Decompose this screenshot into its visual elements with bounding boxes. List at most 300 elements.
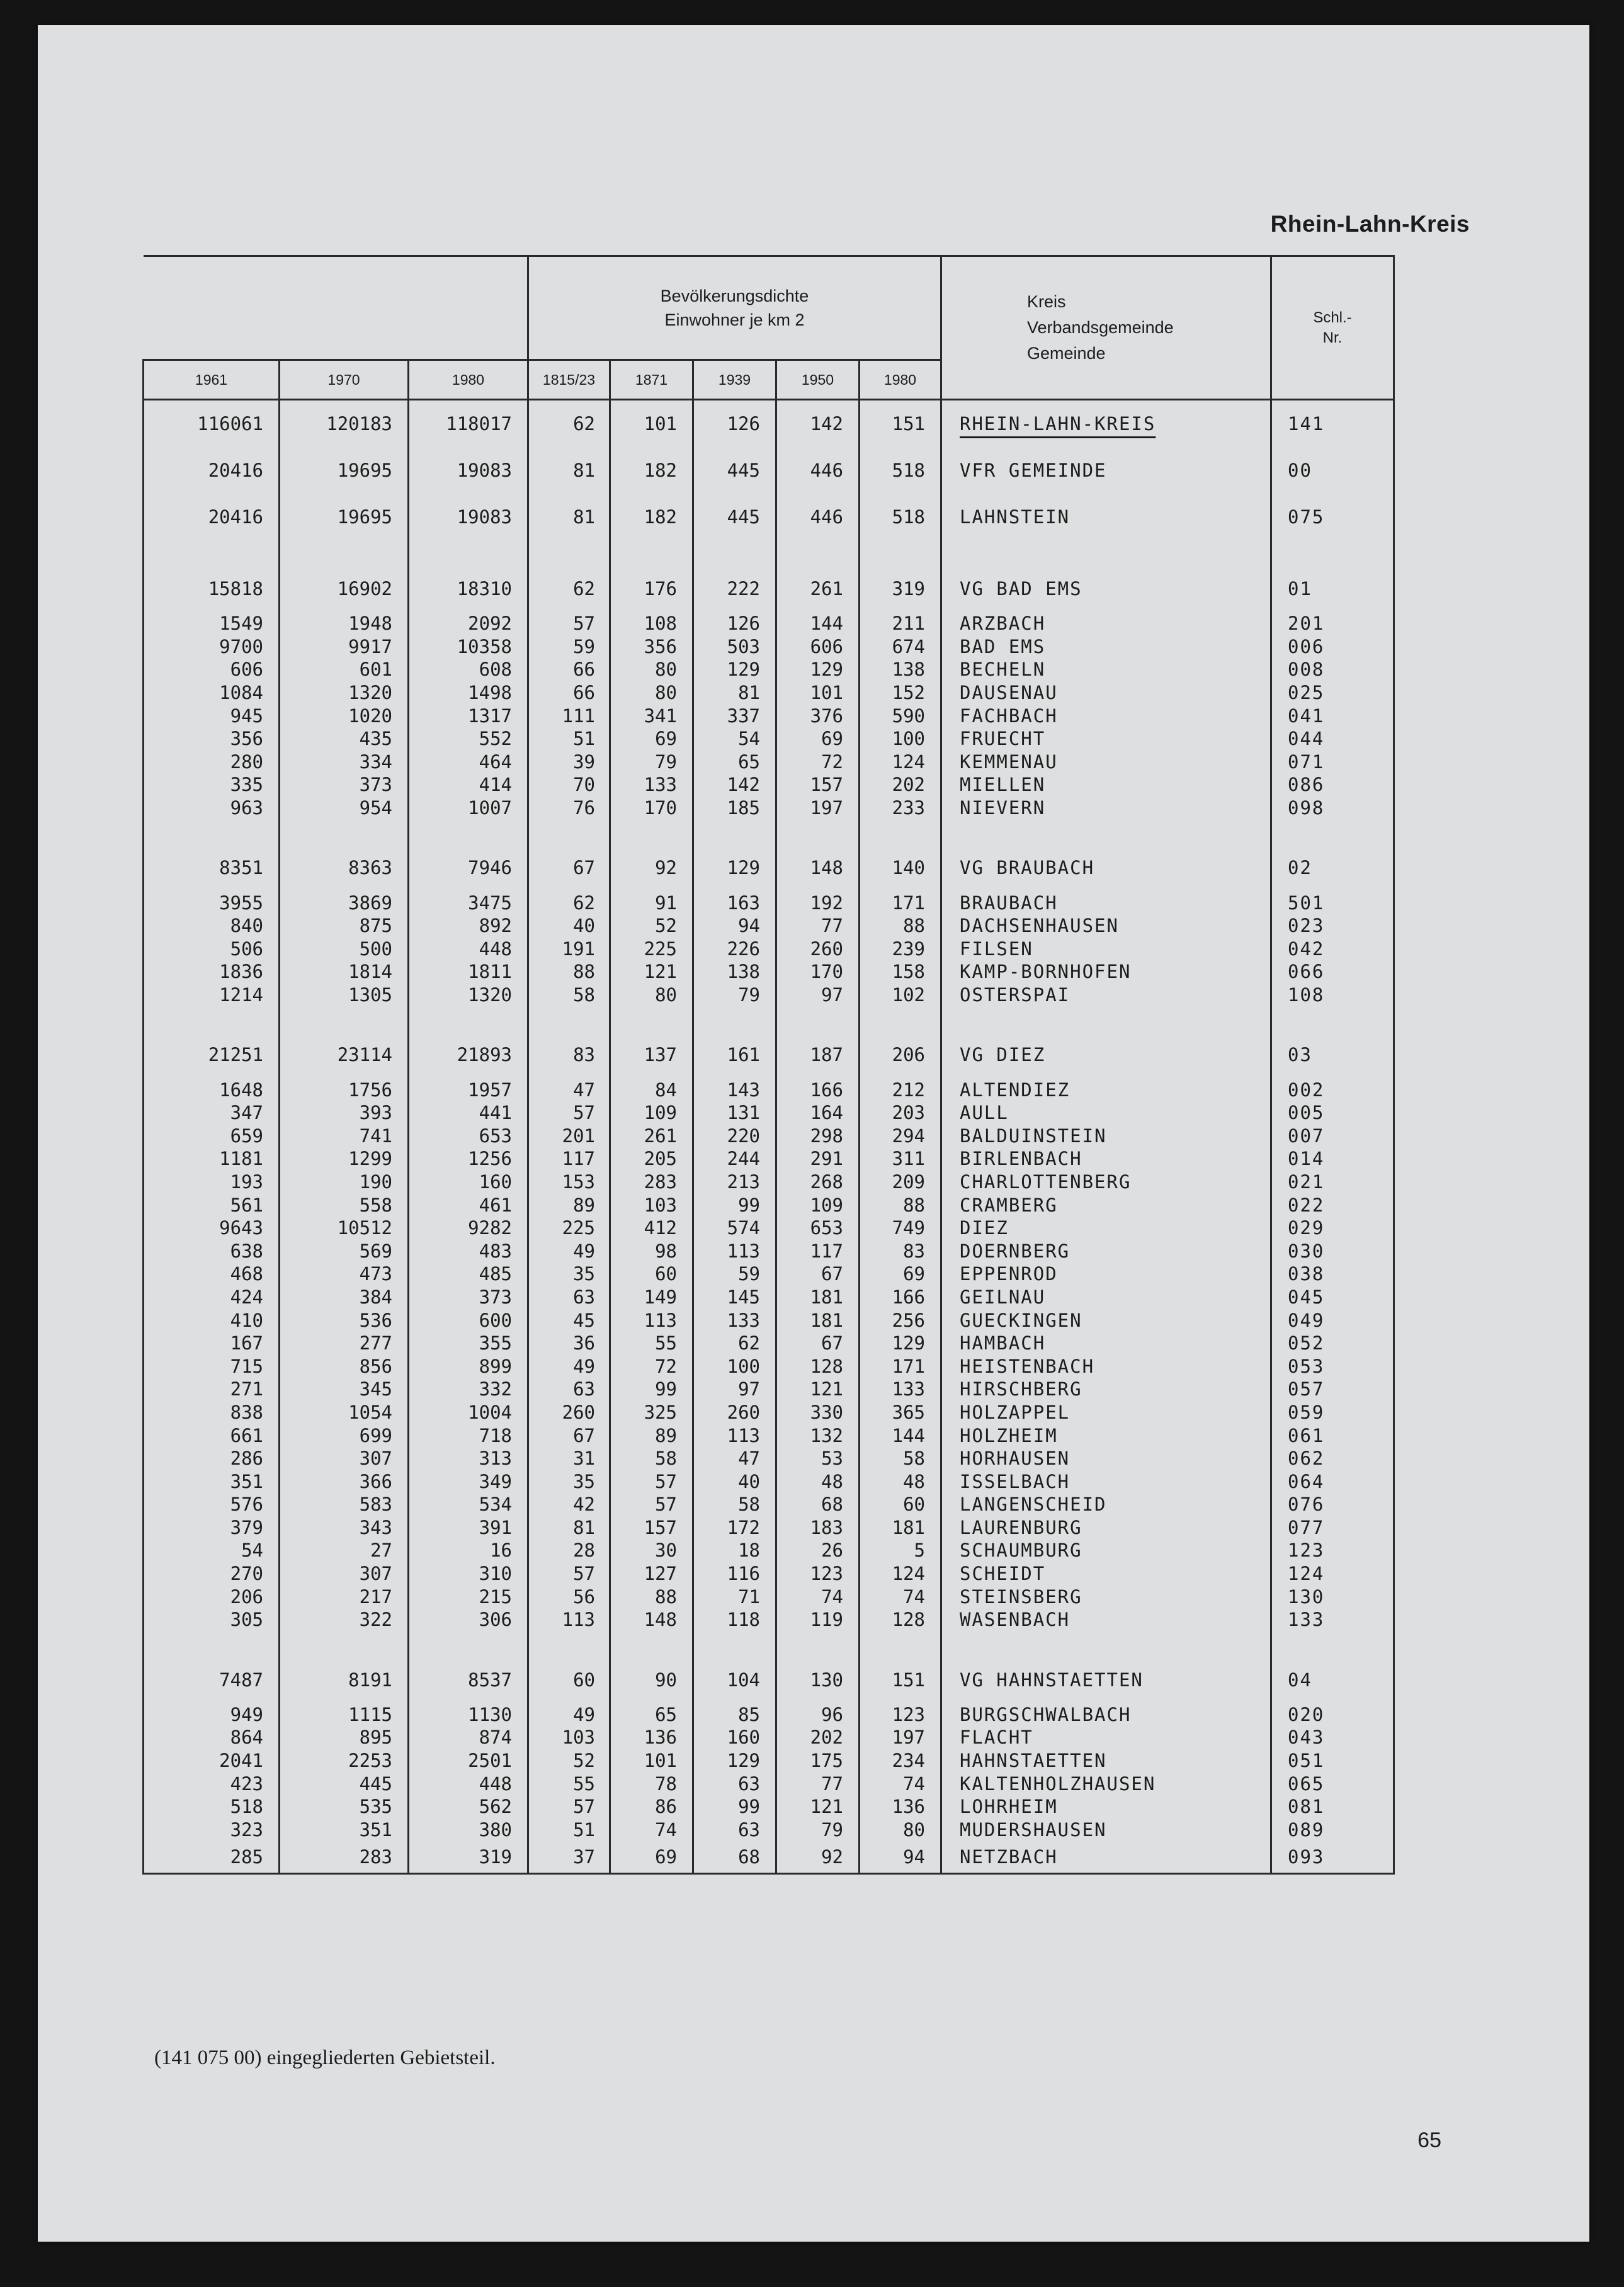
density-cell: 260	[776, 938, 860, 961]
density-cell: 72	[610, 1354, 693, 1378]
density-cell: 55	[528, 1772, 610, 1795]
schl-nr-cell: 051	[1271, 1749, 1394, 1773]
density-cell: 136	[610, 1726, 693, 1749]
population-cell: 277	[280, 1332, 409, 1355]
gemeinde-name: DOERNBERG	[960, 1240, 1070, 1262]
population-cell: 206	[144, 1585, 280, 1608]
gemeinde-name: GUECKINGEN	[960, 1309, 1082, 1331]
table-row	[144, 1424, 1394, 1447]
population-cell: 322	[280, 1608, 409, 1632]
spacer-cell	[693, 540, 776, 565]
density-cell: 503	[693, 635, 776, 659]
density-cell: 145	[693, 1286, 776, 1309]
density-cell: 137	[610, 1031, 693, 1078]
population-cell: 718	[409, 1424, 528, 1447]
density-cell: 100	[693, 1354, 776, 1378]
schl-nr-cell: 005	[1271, 1101, 1394, 1125]
density-cell: 118	[693, 1608, 776, 1632]
population-cell: 1648	[144, 1078, 280, 1101]
gemeinde-name: LOHRHEIM	[960, 1796, 1058, 1818]
schl-nr-cell: 020	[1271, 1703, 1394, 1727]
density-cell: 148	[776, 844, 860, 891]
density-cell: 109	[610, 1101, 693, 1125]
density-cell: 518	[860, 494, 941, 540]
density-cell: 69	[610, 1841, 693, 1874]
density-cell: 233	[860, 797, 941, 820]
table-row	[144, 1841, 1394, 1874]
population-cell: 7946	[409, 844, 528, 891]
gemeinde-name-cell	[941, 704, 1271, 727]
density-cell: 111	[528, 704, 610, 727]
density-cell: 39	[528, 751, 610, 774]
density-cell: 133	[693, 1308, 776, 1332]
density-cell: 590	[860, 704, 941, 727]
schl-nr-cell: 01	[1271, 565, 1394, 612]
population-cell: 310	[409, 1562, 528, 1586]
population-cell: 19695	[280, 494, 409, 540]
density-cell: 101	[610, 400, 693, 448]
population-cell: 351	[280, 1819, 409, 1842]
density-cell: 176	[610, 565, 693, 612]
population-cell: 1115	[280, 1703, 409, 1727]
density-cell: 574	[693, 1217, 776, 1240]
gemeinde-name: FACHBACH	[960, 705, 1058, 727]
population-cell: 448	[409, 938, 528, 961]
gemeinde-name-cell	[941, 797, 1271, 820]
population-cell: 536	[280, 1308, 409, 1332]
population-cell: 19083	[409, 494, 528, 540]
population-cell: 3869	[280, 891, 409, 914]
density-cell: 123	[860, 1703, 941, 1727]
density-cell: 51	[528, 1819, 610, 1842]
gemeinde-name: BAD EMS	[960, 635, 1046, 657]
aggregate-row	[144, 844, 1394, 891]
density-cell: 256	[860, 1308, 941, 1332]
density-cell: 653	[776, 1217, 860, 1240]
schl-nr-cell: 098	[1271, 797, 1394, 820]
schl-nr-cell: 04	[1271, 1657, 1394, 1703]
gemeinde-name-cell	[941, 1101, 1271, 1125]
gemeinde-name-cell	[941, 891, 1271, 914]
table-row	[144, 1286, 1394, 1309]
gemeinde-name: HOLZAPPEL	[960, 1401, 1070, 1423]
gemeinde-name: RHEIN-LAHN-KREIS	[960, 413, 1156, 434]
gemeinde-name-cell	[941, 1171, 1271, 1194]
density-cell: 268	[776, 1171, 860, 1194]
gemeinde-name-cell	[941, 1308, 1271, 1332]
population-cell: 54	[144, 1539, 280, 1562]
spacer-cell	[610, 819, 693, 844]
density-cell: 144	[860, 1424, 941, 1447]
schl-nr-cell: 501	[1271, 891, 1394, 914]
spacer-cell	[693, 819, 776, 844]
table-row	[144, 1726, 1394, 1749]
schl-nr-cell: 02	[1271, 844, 1394, 891]
gemeinde-name-cell	[941, 727, 1271, 751]
population-cell: 285	[144, 1841, 280, 1874]
gemeinde-name-cell	[941, 1585, 1271, 1608]
schl-nr-cell: 201	[1271, 612, 1394, 635]
spacer-cell	[693, 1006, 776, 1031]
schl-header-line-2: Nr.	[1322, 329, 1343, 346]
density-cell: 674	[860, 635, 941, 659]
gemeinde-name-cell	[941, 1516, 1271, 1540]
density-cell: 234	[860, 1749, 941, 1773]
density-cell: 92	[776, 1841, 860, 1874]
gemeinde-name-cell	[941, 1726, 1271, 1749]
schl-nr-header	[1271, 256, 1394, 400]
table-row	[144, 1819, 1394, 1842]
aggregate-row	[144, 1031, 1394, 1078]
density-cell: 142	[776, 400, 860, 448]
spacer-cell	[941, 1632, 1271, 1657]
gemeinde-name: LAHNSTEIN	[960, 506, 1070, 528]
density-cell: 124	[860, 1562, 941, 1586]
density-cell: 129	[776, 658, 860, 681]
gemeinde-name: HAMBACH	[960, 1332, 1046, 1354]
density-cell: 58	[610, 1447, 693, 1470]
population-cell: 899	[409, 1354, 528, 1378]
schl-nr-cell: 076	[1271, 1493, 1394, 1516]
gemeinde-name-cell	[941, 400, 1271, 448]
density-cell: 84	[610, 1078, 693, 1101]
schl-nr-cell: 071	[1271, 751, 1394, 774]
density-cell: 132	[776, 1424, 860, 1447]
density-cell: 220	[693, 1125, 776, 1148]
gemeinde-name: NIEVERN	[960, 797, 1046, 819]
density-cell: 72	[776, 751, 860, 774]
population-cell: 306	[409, 1608, 528, 1632]
gemeinde-name: VG HAHNSTAETTEN	[960, 1669, 1144, 1691]
density-cell: 213	[693, 1171, 776, 1194]
schl-nr-cell: 006	[1271, 635, 1394, 659]
gemeinde-name-cell	[941, 984, 1271, 1007]
density-cell: 140	[860, 844, 941, 891]
population-cell: 1957	[409, 1078, 528, 1101]
gemeinde-name: VG DIEZ	[960, 1044, 1046, 1066]
density-cell: 69	[610, 727, 693, 751]
population-cell: 1214	[144, 984, 280, 1007]
density-cell: 81	[528, 494, 610, 540]
population-cell: 562	[409, 1795, 528, 1819]
gemeinde-name: BIRLENBACH	[960, 1148, 1082, 1170]
population-cell: 608	[409, 658, 528, 681]
table-row	[144, 751, 1394, 774]
year-header-cell: 1980	[860, 360, 941, 400]
table-row	[144, 1703, 1394, 1727]
population-cell: 3955	[144, 891, 280, 914]
population-cell: 271	[144, 1378, 280, 1401]
population-cell: 356	[144, 727, 280, 751]
density-cell: 225	[610, 938, 693, 961]
density-cell: 85	[693, 1703, 776, 1727]
density-cell: 80	[610, 658, 693, 681]
density-cell: 103	[610, 1193, 693, 1217]
density-cell: 222	[693, 565, 776, 612]
spacer-row	[144, 540, 1394, 565]
gemeinde-name-cell	[941, 612, 1271, 635]
density-cell: 283	[610, 1171, 693, 1194]
density-cell: 187	[776, 1031, 860, 1078]
density-cell: 103	[528, 1726, 610, 1749]
gemeinde-name: CHARLOTTENBERG	[960, 1171, 1132, 1193]
density-cell: 67	[776, 1263, 860, 1286]
density-cell: 261	[610, 1125, 693, 1148]
gemeinde-name: OSTERSPAI	[960, 984, 1070, 1006]
density-cell: 337	[693, 704, 776, 727]
population-cell: 379	[144, 1516, 280, 1540]
schl-nr-cell: 066	[1271, 960, 1394, 984]
table-row	[144, 1608, 1394, 1632]
population-cell: 1299	[280, 1147, 409, 1171]
gemeinde-name-cell	[941, 1239, 1271, 1263]
schl-nr-cell: 123	[1271, 1539, 1394, 1562]
density-cell: 57	[528, 612, 610, 635]
density-cell: 149	[610, 1286, 693, 1309]
gemeinde-name-cell	[941, 1378, 1271, 1401]
density-cell: 291	[776, 1147, 860, 1171]
density-cell: 151	[860, 400, 941, 448]
gemeinde-name-cell	[941, 565, 1271, 612]
population-cell: 334	[280, 751, 409, 774]
table-row	[144, 891, 1394, 914]
density-cell: 47	[528, 1078, 610, 1101]
population-cell: 838	[144, 1401, 280, 1424]
population-cell: 840	[144, 914, 280, 938]
gemeinde-name: VG BRAUBACH	[960, 857, 1095, 879]
density-cell: 88	[610, 1585, 693, 1608]
spacer-cell	[280, 1632, 409, 1657]
density-cell: 181	[776, 1308, 860, 1332]
spacer-cell	[610, 1632, 693, 1657]
population-cell: 569	[280, 1239, 409, 1263]
table-row	[144, 1332, 1394, 1355]
gemeinde-name: STEINSBERG	[960, 1586, 1082, 1608]
density-cell: 212	[860, 1078, 941, 1101]
gemeinde-name: KEMMENAU	[960, 751, 1058, 773]
schl-nr-cell: 052	[1271, 1332, 1394, 1355]
population-cell: 21251	[144, 1031, 280, 1078]
density-cell: 62	[693, 1332, 776, 1355]
gemeinde-name-cell	[941, 938, 1271, 961]
population-cell: 715	[144, 1354, 280, 1378]
density-cell: 80	[610, 984, 693, 1007]
population-cell: 461	[409, 1193, 528, 1217]
schl-nr-cell: 077	[1271, 1516, 1394, 1540]
density-cell: 35	[528, 1470, 610, 1493]
density-cell: 175	[776, 1749, 860, 1773]
table-row	[144, 1447, 1394, 1470]
population-cell: 1320	[280, 681, 409, 705]
density-cell: 113	[528, 1608, 610, 1632]
gemeinde-name-cell	[941, 1657, 1271, 1703]
population-cell: 963	[144, 797, 280, 820]
population-cell: 1317	[409, 704, 528, 727]
schl-nr-cell: 014	[1271, 1147, 1394, 1171]
density-cell: 49	[528, 1239, 610, 1263]
population-cell: 9700	[144, 635, 280, 659]
density-cell: 63	[693, 1772, 776, 1795]
density-cell: 121	[776, 1795, 860, 1819]
population-cell: 305	[144, 1608, 280, 1632]
density-cell: 47	[693, 1447, 776, 1470]
density-cell: 182	[610, 447, 693, 494]
density-header-line-2: Einwohner je km 2	[664, 310, 805, 329]
table-row	[144, 1263, 1394, 1286]
density-cell: 78	[610, 1772, 693, 1795]
population-cell: 435	[280, 727, 409, 751]
schl-nr-cell: 044	[1271, 727, 1394, 751]
gemeinde-name: BURGSCHWALBACH	[960, 1703, 1132, 1725]
gemeinde-name-cell	[941, 1193, 1271, 1217]
density-cell: 48	[860, 1470, 941, 1493]
population-cell: 448	[409, 1772, 528, 1795]
table-row	[144, 658, 1394, 681]
density-cell: 170	[776, 960, 860, 984]
population-cell: 1814	[280, 960, 409, 984]
population-cell: 864	[144, 1726, 280, 1749]
density-cell: 58	[528, 984, 610, 1007]
population-cell: 167	[144, 1332, 280, 1355]
density-cell: 37	[528, 1841, 610, 1874]
density-cell: 60	[528, 1657, 610, 1703]
density-cell: 81	[693, 681, 776, 705]
density-cell: 89	[528, 1193, 610, 1217]
population-cell: 561	[144, 1193, 280, 1217]
density-cell: 181	[776, 1286, 860, 1309]
density-cell: 56	[528, 1585, 610, 1608]
gemeinde-name: NETZBACH	[960, 1846, 1058, 1868]
aggregate-row	[144, 400, 1394, 448]
table-row	[144, 773, 1394, 797]
density-cell: 330	[776, 1401, 860, 1424]
schl-nr-cell: 133	[1271, 1608, 1394, 1632]
schl-nr-cell: 093	[1271, 1841, 1394, 1874]
density-cell: 81	[528, 447, 610, 494]
population-cell: 949	[144, 1703, 280, 1727]
density-cell: 376	[776, 704, 860, 727]
spacer-cell	[1271, 1006, 1394, 1031]
population-cell: 15818	[144, 565, 280, 612]
schl-nr-cell: 042	[1271, 938, 1394, 961]
density-cell: 446	[776, 447, 860, 494]
schl-nr-cell: 059	[1271, 1401, 1394, 1424]
density-cell: 54	[693, 727, 776, 751]
density-cell: 79	[610, 751, 693, 774]
density-cell: 109	[776, 1193, 860, 1217]
spacer-cell	[610, 1006, 693, 1031]
spacer-cell	[144, 819, 280, 844]
table-row	[144, 1585, 1394, 1608]
density-cell: 197	[776, 797, 860, 820]
spacer-cell	[941, 540, 1271, 565]
population-table	[142, 255, 1395, 1875]
table-row	[144, 1193, 1394, 1217]
density-cell: 69	[776, 727, 860, 751]
gemeinde-name-cell	[941, 751, 1271, 774]
gemeinde-name-cell	[941, 1424, 1271, 1447]
density-cell: 66	[528, 681, 610, 705]
gemeinde-name-cell	[941, 1401, 1271, 1424]
density-cell: 445	[693, 447, 776, 494]
population-cell: 659	[144, 1125, 280, 1148]
schl-nr-cell: 002	[1271, 1078, 1394, 1101]
gemeinde-name: ALTENDIEZ	[960, 1079, 1070, 1101]
population-cell: 576	[144, 1493, 280, 1516]
density-cell: 59	[528, 635, 610, 659]
population-cell: 313	[409, 1447, 528, 1470]
density-cell: 60	[610, 1263, 693, 1286]
density-cell: 163	[693, 891, 776, 914]
gemeinde-name-cell	[941, 1078, 1271, 1101]
population-cell: 1305	[280, 984, 409, 1007]
population-cell: 349	[409, 1470, 528, 1493]
population-cell: 699	[280, 1424, 409, 1447]
schl-nr-cell: 064	[1271, 1470, 1394, 1493]
density-cell: 60	[860, 1493, 941, 1516]
density-cell: 83	[528, 1031, 610, 1078]
kreis-header-line-2: Verbandsgemeinde	[1027, 318, 1174, 337]
population-cell: 193	[144, 1171, 280, 1194]
population-cell: 473	[280, 1263, 409, 1286]
gemeinde-name: BALDUINSTEIN	[960, 1125, 1107, 1147]
table-row	[144, 1101, 1394, 1125]
gemeinde-name-cell	[941, 1470, 1271, 1493]
schl-nr-cell: 008	[1271, 658, 1394, 681]
spacer-cell	[860, 1006, 941, 1031]
spacer-cell	[941, 819, 1271, 844]
density-cell: 48	[776, 1470, 860, 1493]
table-row	[144, 1239, 1394, 1263]
density-cell: 226	[693, 938, 776, 961]
density-cell: 97	[776, 984, 860, 1007]
spacer-row	[144, 1006, 1394, 1031]
density-cell: 98	[610, 1239, 693, 1263]
population-cell: 345	[280, 1378, 409, 1401]
population-cell: 307	[280, 1447, 409, 1470]
gemeinde-name-cell	[941, 1539, 1271, 1562]
gemeinde-name: ISSELBACH	[960, 1470, 1070, 1492]
density-cell: 127	[610, 1562, 693, 1586]
gemeinde-name-cell	[941, 447, 1271, 494]
density-cell: 5	[860, 1539, 941, 1562]
density-cell: 197	[860, 1726, 941, 1749]
population-cell: 190	[280, 1171, 409, 1194]
density-cell: 121	[610, 960, 693, 984]
density-cell: 157	[776, 773, 860, 797]
gemeinde-name: VG BAD EMS	[960, 578, 1082, 599]
gemeinde-name: DACHSENHAUSEN	[960, 915, 1119, 937]
population-cell: 895	[280, 1726, 409, 1749]
density-cell: 35	[528, 1263, 610, 1286]
spacer-cell	[144, 1006, 280, 1031]
population-cell: 16	[409, 1539, 528, 1562]
gemeinde-name-cell	[941, 1125, 1271, 1148]
density-header-line-1: Bevölkerungsdichte	[660, 287, 809, 305]
schl-nr-cell: 025	[1271, 681, 1394, 705]
density-cell: 49	[528, 1703, 610, 1727]
density-cell: 143	[693, 1078, 776, 1101]
density-cell: 126	[693, 400, 776, 448]
gemeinde-name-cell	[941, 1332, 1271, 1355]
population-cell: 10512	[280, 1217, 409, 1240]
population-cell: 8351	[144, 844, 280, 891]
density-cell: 49	[528, 1354, 610, 1378]
density-cell: 142	[693, 773, 776, 797]
table-row	[144, 1147, 1394, 1171]
density-cell: 113	[693, 1239, 776, 1263]
density-cell: 63	[693, 1819, 776, 1842]
